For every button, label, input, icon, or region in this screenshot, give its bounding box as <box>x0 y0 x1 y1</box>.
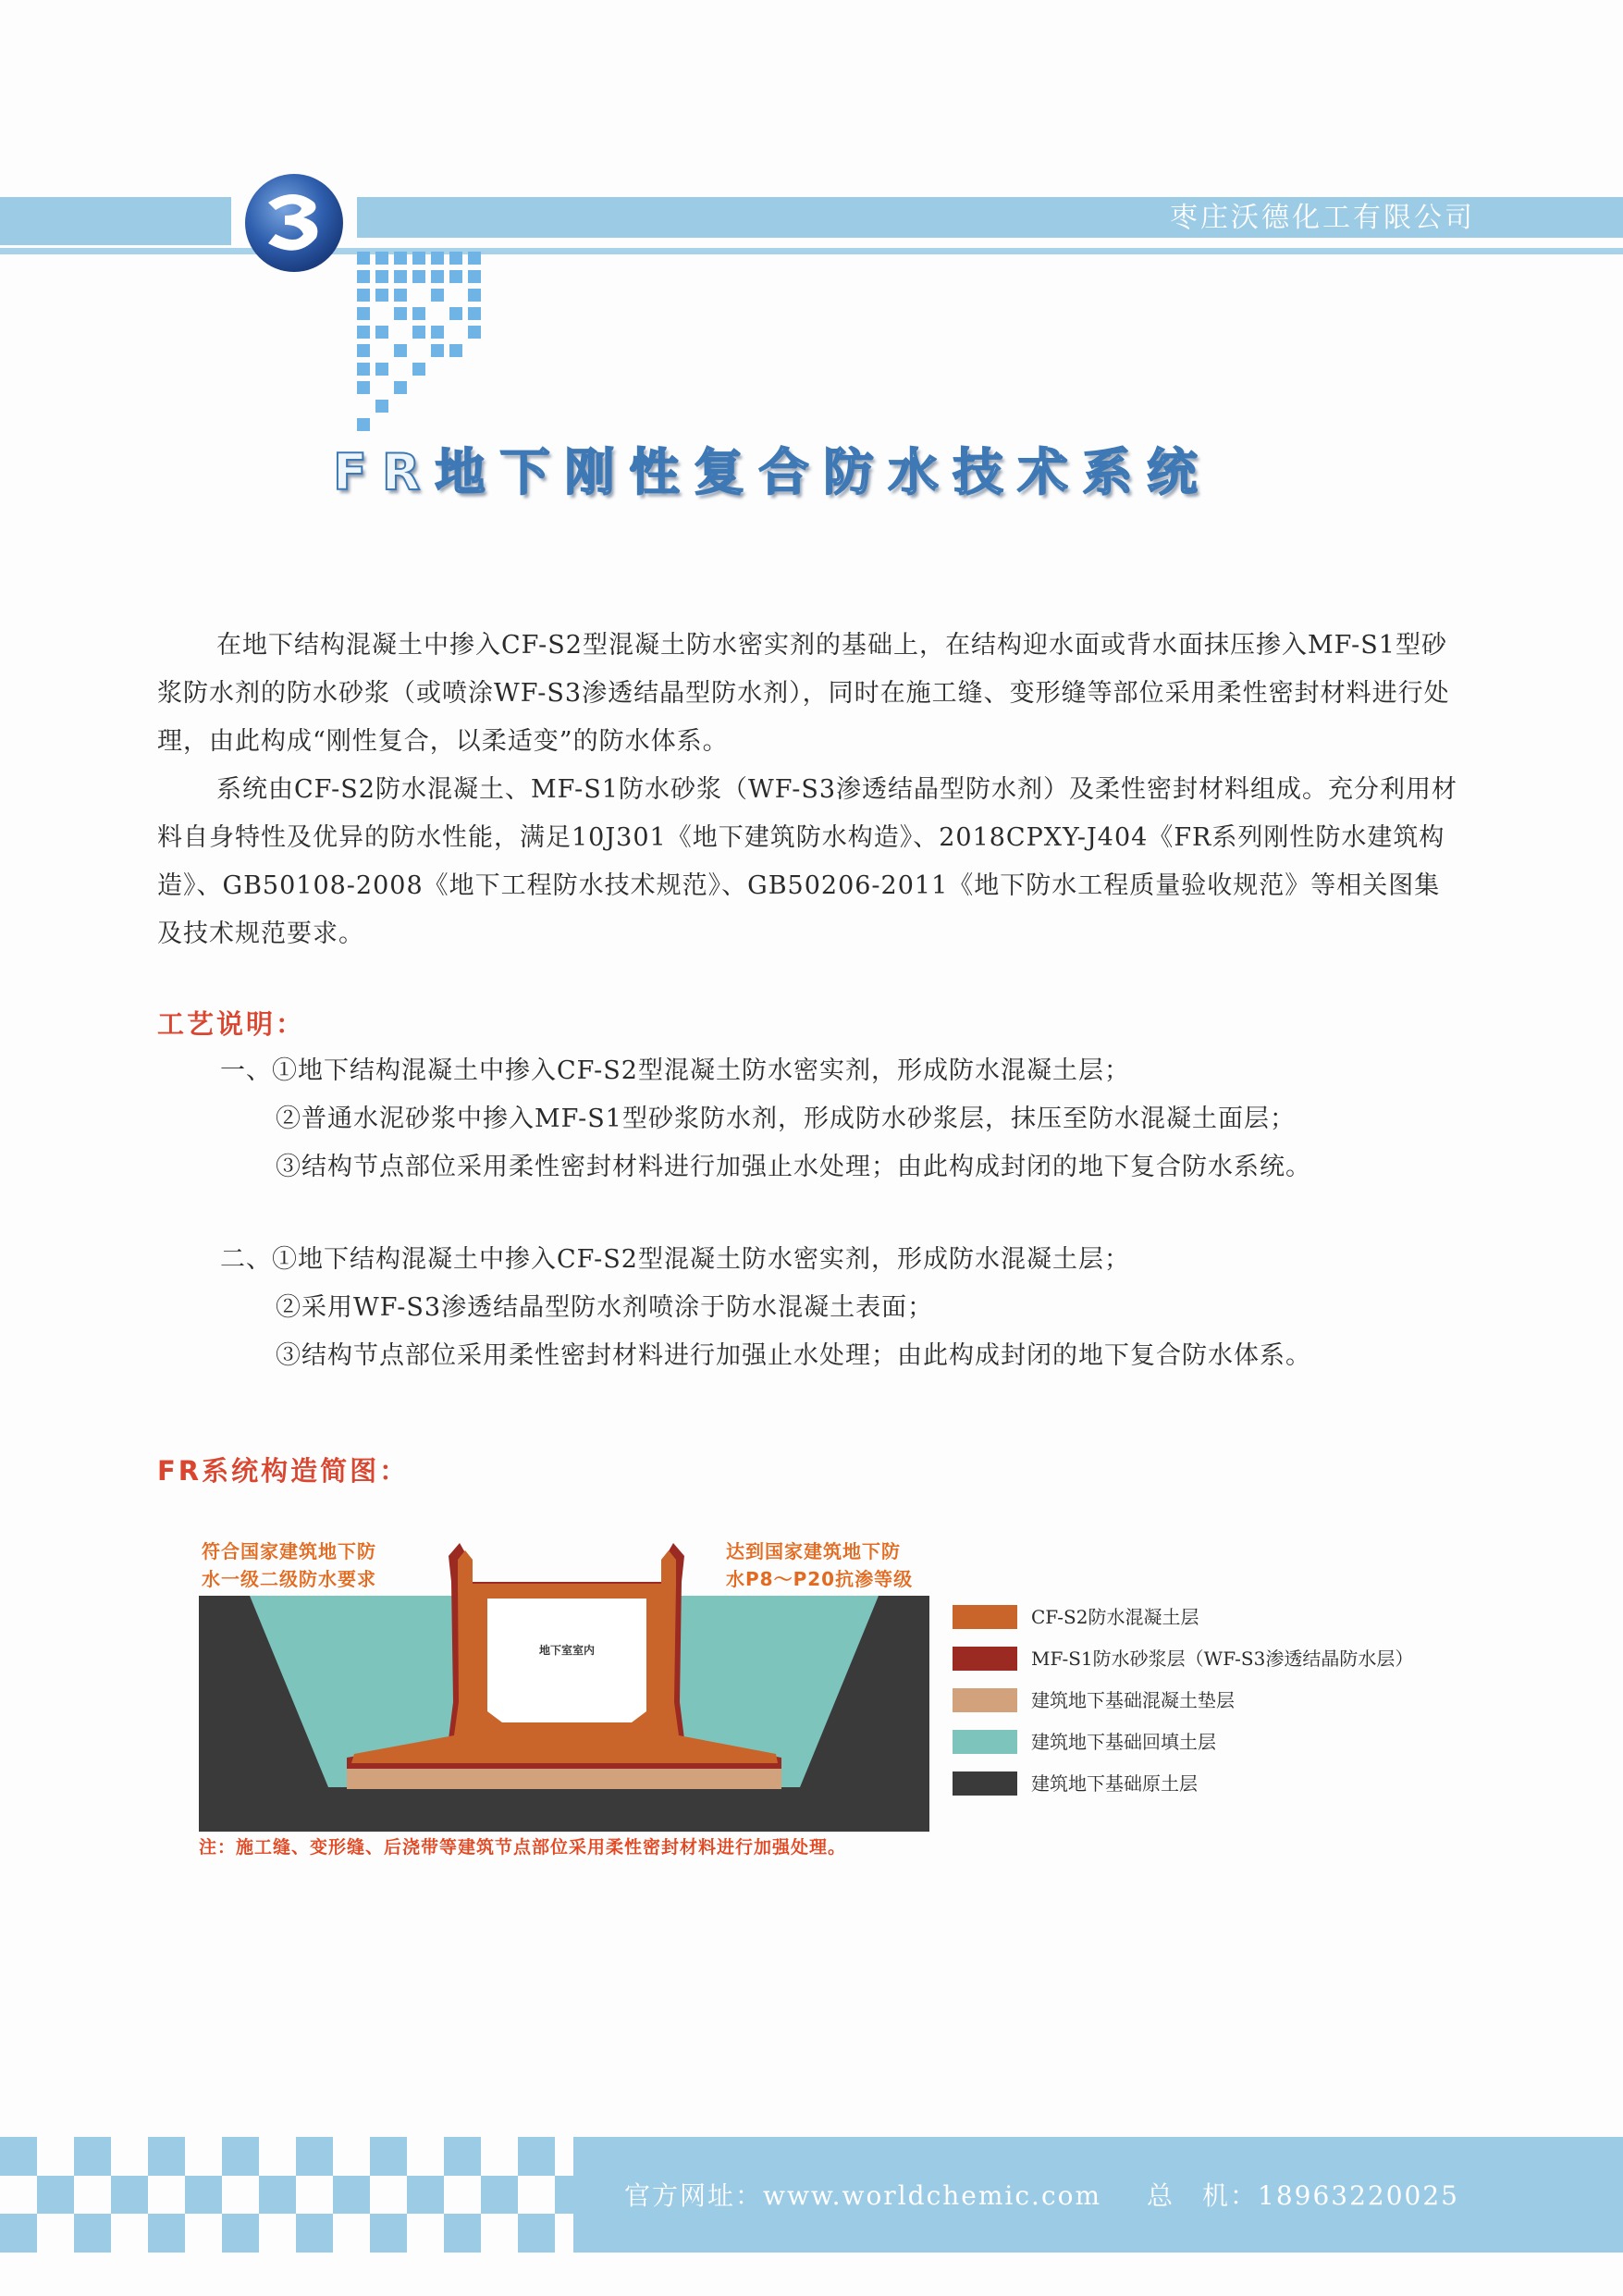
process-step-2-1: 二、①地下结构混凝土中掺入CF-S2型混凝土防水密实剂，形成防水混凝土层； <box>220 1245 1130 1274</box>
legend-swatch <box>953 1605 1017 1629</box>
decorative-mosaic <box>351 248 499 442</box>
basement-interior <box>487 1599 646 1722</box>
legend-swatch <box>953 1688 1017 1712</box>
diagram-note: 注：施工缝、变形缝、后浇带等建筑节点部位采用柔性密封材料进行加强处理。 <box>199 1837 847 1858</box>
legend-label: CF-S2防水混凝土层 <box>1031 1606 1199 1628</box>
process-step-1-1: 一、①地下结构混凝土中掺入CF-S2型混凝土防水密实剂，形成防水混凝土层； <box>220 1056 1130 1085</box>
legend-label: 建筑地下基础混凝土垫层 <box>1031 1689 1235 1711</box>
legend-label: 建筑地下基础原土层 <box>1031 1772 1198 1795</box>
header-band-left <box>0 197 231 245</box>
concrete-cushion-layer <box>347 1769 781 1789</box>
fr-system-diagram <box>199 1508 929 1841</box>
legend-swatch <box>953 1647 1017 1671</box>
footer-phone: 总 机：18963220025 <box>1147 2180 1459 2211</box>
legend-swatch <box>953 1730 1017 1754</box>
process-step-1-3: ③结构节点部位采用柔性密封材料进行加强止水处理；由此构成封闭的地下复合防水系统。 <box>276 1153 1311 1181</box>
footer-checker-pattern <box>0 2137 573 2253</box>
company-logo-icon <box>242 171 346 275</box>
legend-label: 建筑地下基础回填土层 <box>1031 1731 1216 1753</box>
diagram-heading: FR系统构造简图： <box>157 1455 410 1487</box>
legend-label: MF-S1防水砂浆层（WF-S3渗透结晶防水层） <box>1031 1648 1414 1670</box>
company-name: 枣庄沃德化工有限公司 <box>1170 202 1475 234</box>
page-title: FR地下刚性复合防水技术系统 <box>333 443 1212 501</box>
intro-paragraph-2: 系统由CF-S2防水混凝土、MF-S1防水砂浆（WF-S3渗透结晶型防水剂）及柔性密封材料组成。充分利用材料自身特性及优异的防水性能，满足10J301《地下建筑防水构造》、2018CPXY-J404《FR系列刚性防水建筑构造》、GB50108-2008《地下工程防水技术规范》、GB50206-2011《地下防水工程质量验收规范》等相关图集及技术规范要求。 <box>157 775 1458 948</box>
footer-website[interactable]: 官方网址：www.worldchemic.com <box>624 2180 1102 2211</box>
intro-paragraph-1: 在地下结构混凝土中掺入CF-S2型混凝土防水密实剂的基础上，在结构迎水面或背水面抹压掺入MF-S1型砂浆防水剂的防水砂浆（或喷涂WF-S3渗透结晶型防水剂），同时在施工缝、变形缝等部位采用柔性密封材料进行处理，由此构成“刚性复合，以柔适变”的防水体系。 <box>157 631 1450 756</box>
basement-interior-label: 地下室室内 <box>538 1644 596 1657</box>
process-step-1-2: ②普通水泥砂浆中掺入MF-S1型砂浆防水剂，形成防水砂浆层，抹压至防水混凝土面层； <box>276 1105 1296 1133</box>
process-step-2-2: ②采用WF-S3渗透结晶型防水剂喷涂于防水混凝土表面； <box>276 1293 934 1322</box>
diagram-label-left: 符合国家建筑地下防 水一级二级防水要求 <box>202 1540 376 1590</box>
process-step-2-3: ③结构节点部位采用柔性密封材料进行加强止水处理；由此构成封闭的地下复合防水体系。 <box>276 1341 1311 1370</box>
diagram-label-right: 达到国家建筑地下防 水P8～P20抗渗等级 <box>726 1540 914 1590</box>
legend-swatch <box>953 1771 1017 1796</box>
process-heading: 工艺说明： <box>157 1008 306 1040</box>
